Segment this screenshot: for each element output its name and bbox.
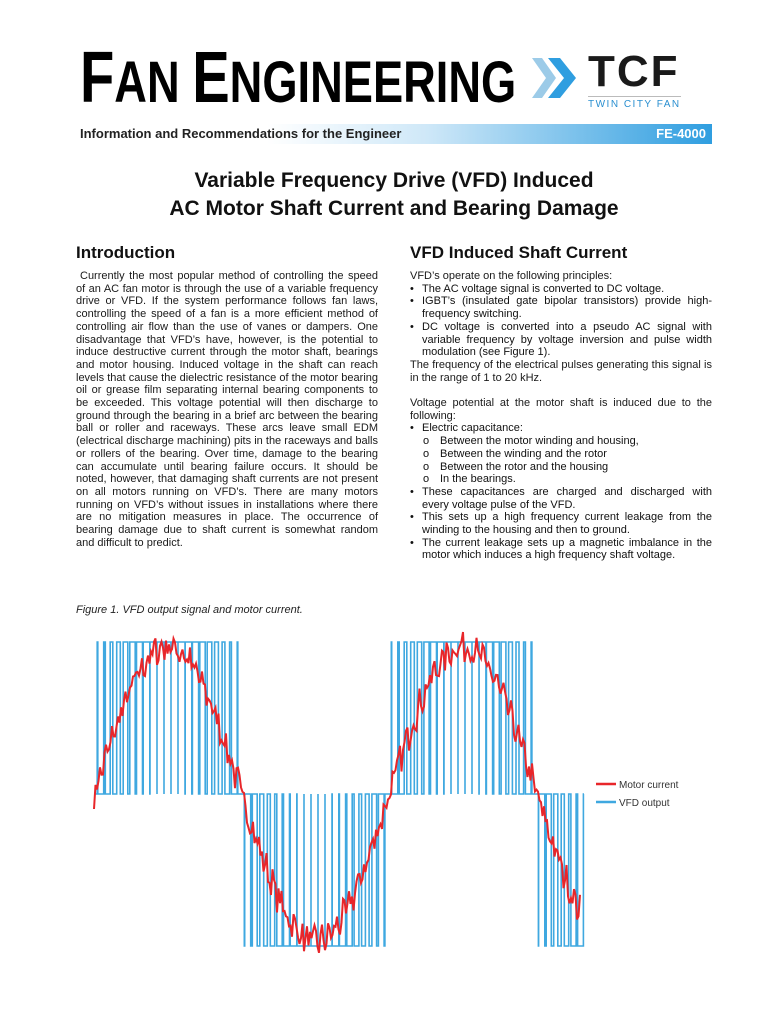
logo-subtitle: TWIN CITY FAN <box>588 96 681 110</box>
list-item: • Electric capacitance: o Between the motor winding and housing, o Between the winding and the rotor o Between the rotor and the housing o In the bearings. <box>410 422 712 486</box>
chart-svg <box>76 622 696 970</box>
introduction-section <box>76 243 378 549</box>
figure-caption: Figure 1. VFD output signal and motor current. <box>76 604 303 616</box>
logo-wordmark: TCF <box>588 47 680 96</box>
vfd-output-series-line <box>94 642 584 946</box>
company-logo <box>530 47 690 112</box>
induced-lead: Voltage potential at the motor shaft is induced due to the following: <box>410 397 712 422</box>
motor-current-series-line <box>94 632 580 953</box>
introduction-heading: Introduction <box>76 243 176 262</box>
list-item: o In the bearings. <box>410 473 712 486</box>
legend-entry: Motor current <box>619 780 679 791</box>
list-item: • The current leakage sets up a magnetic imbalance in the motor which induces a high frequency shaft voltage. <box>410 537 712 562</box>
tagline: Information and Recommendations for the Engineer <box>80 126 402 141</box>
introduction-body: Currently the most popular method of controlling the speed of an AC fan motor is through the use of a variable frequency drive or VFD. If the system performance follows fan laws, controlling the speed of a fan is a more efficient method of controlling air flow than the use of vanes or dampers. One disadvantage that VFD’s have, however, is the potential to induce destructive current through the motor shaft, bearings and motor housing. Induced voltage in the shaft can reach levels that cause the dielectric resistance of the motor bearing oil or grease film separating internal bearing components to be exceeded. This voltage potential will then discharge to ground through the bearing in a brief arc between the bearing ball or roller and raceways. These arcs leave small EDM (electrical discharge machining) pits in the raceways and balls or rollers of the bearing. Over time, damage to the bearing can accumulate until bearing failure occurs. It should be noted, however, that damaging shaft currents are not present on all motors running on VFD’s. There are many motors running on VFD’s without issues in installations where there are no mitigation measures in place. The occurrence of bearing damage due to shaft current is somewhat random and difficult to predict. <box>76 270 378 549</box>
list-item: • IGBT’s (insulated gate bipolar transistors) provide high-frequency switching. <box>410 295 712 320</box>
capacitance-sublist <box>410 435 712 486</box>
induced-list <box>410 422 712 562</box>
list-item: • DC voltage is converted into a pseudo AC signal with variable frequency by voltage inversion and pulse width modulation (see Figure 1). <box>410 321 712 359</box>
list-item: • This sets up a high frequency current leakage from the winding to the housing and then to ground. <box>410 511 712 536</box>
principles-list <box>410 283 712 359</box>
legend-entry: VFD output <box>619 798 670 809</box>
tagline-bar <box>76 124 712 144</box>
vfd-heading: VFD Induced Shaft Current <box>410 243 628 262</box>
figure-chart <box>76 622 696 970</box>
vfd-section <box>410 243 712 562</box>
chevron-logo-icon <box>530 54 586 102</box>
vfd-lead: VFD’s operate on the following principles: <box>410 270 613 282</box>
list-item: • The AC voltage signal is converted to DC voltage. <box>410 283 712 296</box>
list-item: o Between the rotor and the housing <box>410 461 712 474</box>
masthead-title: FAN ENGINEERING <box>80 38 517 118</box>
frequency-note: The frequency of the electrical pulses generating this signal is in the range of 1 to 20 kHz. <box>410 358 712 384</box>
list-item: • These capacitances are charged and discharged with every voltage pulse of the VFD. <box>410 486 712 511</box>
document-title-line-2: AC Motor Shaft Current and Bearing Damage <box>169 197 619 220</box>
doc-code: FE-4000 <box>656 126 706 141</box>
document-title-line-1: Variable Frequency Drive (VFD) Induced <box>194 169 594 192</box>
document-title <box>76 167 712 223</box>
list-item: o Between the motor winding and housing, <box>410 435 712 448</box>
list-item: o Between the winding and the rotor <box>410 448 712 461</box>
